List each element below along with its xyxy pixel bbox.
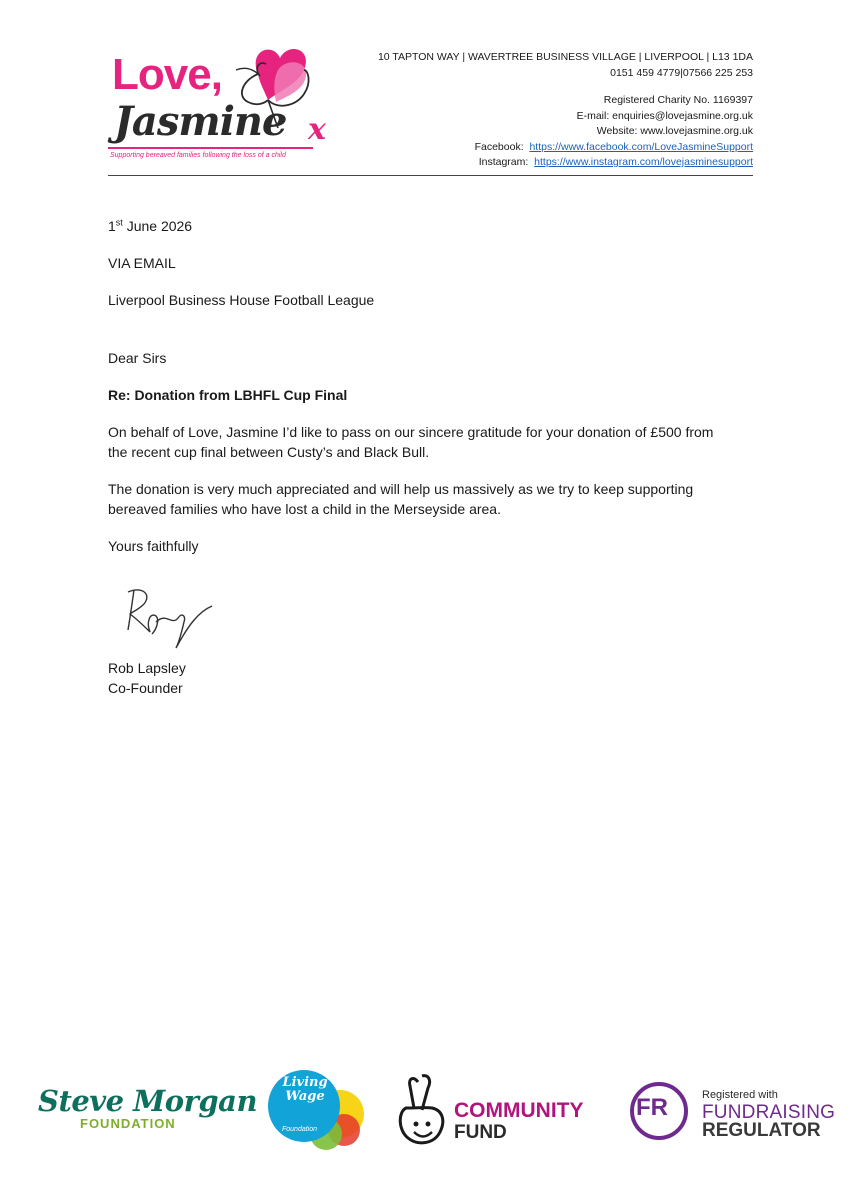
facebook-row	[378, 140, 753, 156]
letter-body	[108, 216, 758, 556]
steve-morgan-foundation-logo: Steve Morgan FOUNDATION	[38, 1084, 258, 1131]
instagram-label: Instagram:	[478, 156, 529, 168]
signer-title: Co-Founder	[108, 680, 183, 696]
facebook-link[interactable]: https://www.facebook.com/LoveJasmineSupport	[529, 140, 753, 153]
paragraph-1-line-2: the recent cup final between Custy’s and Black Bull.	[108, 444, 430, 460]
fr-line-3: REGULATOR	[702, 1120, 821, 1141]
fundraising-regulator-logo	[630, 1080, 840, 1150]
community-fund-line-1: COMMUNITY	[454, 1099, 584, 1122]
letterhead-divider	[108, 175, 753, 176]
fr-line-2: FUNDRAISING	[702, 1102, 836, 1123]
fr-line-1: Registered with	[702, 1089, 778, 1101]
subject-line: Re: Donation from LBHFL Cup Final	[108, 387, 348, 403]
paragraph-1-line-1: On behalf of Love, Jasmine I’d like to pass on our sincere gratitude for your donation of £500 from	[108, 424, 714, 440]
supporter-logos	[0, 1060, 860, 1160]
living-wage-line-1: Living	[282, 1075, 328, 1090]
delivery-method: VIA EMAIL	[108, 255, 176, 271]
letterhead-contact	[378, 50, 753, 171]
address-line: 10 TAPTON WAY | WAVERTREE BUSINESS VILLAGE | LIVERPOOL | L13 1DA	[377, 51, 753, 63]
living-wage-sub: Foundation	[282, 1126, 318, 1133]
community-fund-line-2: FUND	[454, 1122, 507, 1143]
charity-number: Registered Charity No. 1169397	[603, 94, 753, 106]
fr-badge-letters: FR	[636, 1094, 668, 1121]
signer-block	[108, 658, 186, 698]
phone-line: 0151 459 4779|07566 225 253	[610, 66, 753, 79]
handwritten-signature	[116, 582, 226, 652]
love-jasmine-logo	[108, 40, 338, 170]
paragraph-2-line-2: bereaved families who have lost a child in the Merseyside area.	[108, 501, 501, 517]
email-line: E-mail: enquiries@lovejasmine.org.uk	[576, 109, 753, 122]
facebook-label: Facebook:	[474, 140, 524, 153]
crossed-fingers-icon	[392, 1072, 452, 1152]
logo-jasmine-text: Jasmine	[114, 98, 287, 145]
living-wage-foundation-logo	[264, 1066, 368, 1152]
website-line: Website: www.lovejasmine.org.uk	[596, 125, 753, 137]
logo-tagline: Supporting bereaved families following the loss of a child	[110, 152, 286, 159]
instagram-row	[378, 155, 753, 171]
paragraph-2-line-1: The donation is very much appreciated and will help us massively as we try to keep supporting	[108, 481, 694, 497]
logo-love-text: Love,	[112, 50, 222, 99]
salutation: Dear Sirs	[108, 350, 167, 366]
logo-kiss-mark: x	[308, 112, 326, 147]
closing: Yours faithfully	[108, 538, 199, 554]
community-fund-logo	[392, 1072, 612, 1152]
signer-name: Rob Lapsley	[108, 660, 186, 676]
letter-date: 1st June 2026	[108, 217, 193, 234]
living-wage-line-2: Wage	[285, 1089, 325, 1104]
instagram-link[interactable]: https://www.instagram.com/lovejasminesupport	[534, 156, 753, 168]
recipient: Liverpool Business House Football League	[108, 292, 375, 308]
